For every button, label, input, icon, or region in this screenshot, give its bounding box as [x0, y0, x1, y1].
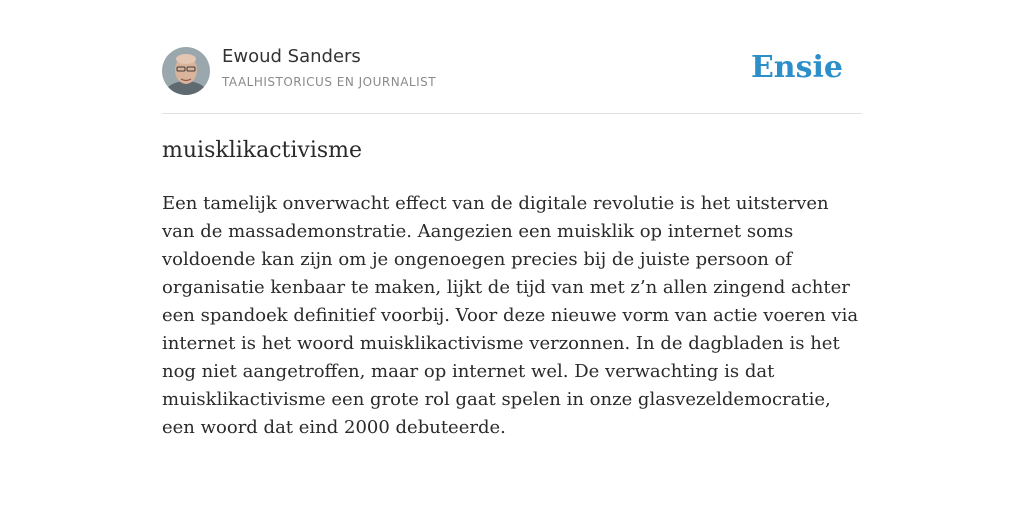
brand-logo[interactable]: Ensie [750, 50, 843, 85]
author-avatar[interactable] [162, 47, 210, 95]
entry-title: muisklikactivisme [162, 138, 363, 163]
entry-header [162, 0, 862, 114]
author-photo-icon [162, 47, 210, 95]
author-role: TAALHISTORICUS EN JOURNALIST [222, 75, 437, 89]
entry-card [162, 0, 862, 438]
entry-definition: Een tamelijk onverwacht effect van de digitale revolutie is het uitsterven van de massademonstratie. Aangezien een muisklik op internet soms voldoende kan zijn om je ongenoegen precies bij de juiste persoon of organisatie kenbaar te maken, lijkt de tijd van met z’n allen zingend achter een spandoek definitief voorbij. Voor deze nieuwe vorm van actie voeren via internet is het woord muisklikactivisme verzonnen. In de dagbladen is het nog niet aangetroffen, maar op internet wel. De verwachting is dat muisklikactivisme een grote rol gaat spelen in onze glasvezeldemocratie, een woord dat eind 2000 debuteerde. [162, 193, 859, 438]
author-name[interactable]: Ewoud Sanders [222, 46, 361, 67]
